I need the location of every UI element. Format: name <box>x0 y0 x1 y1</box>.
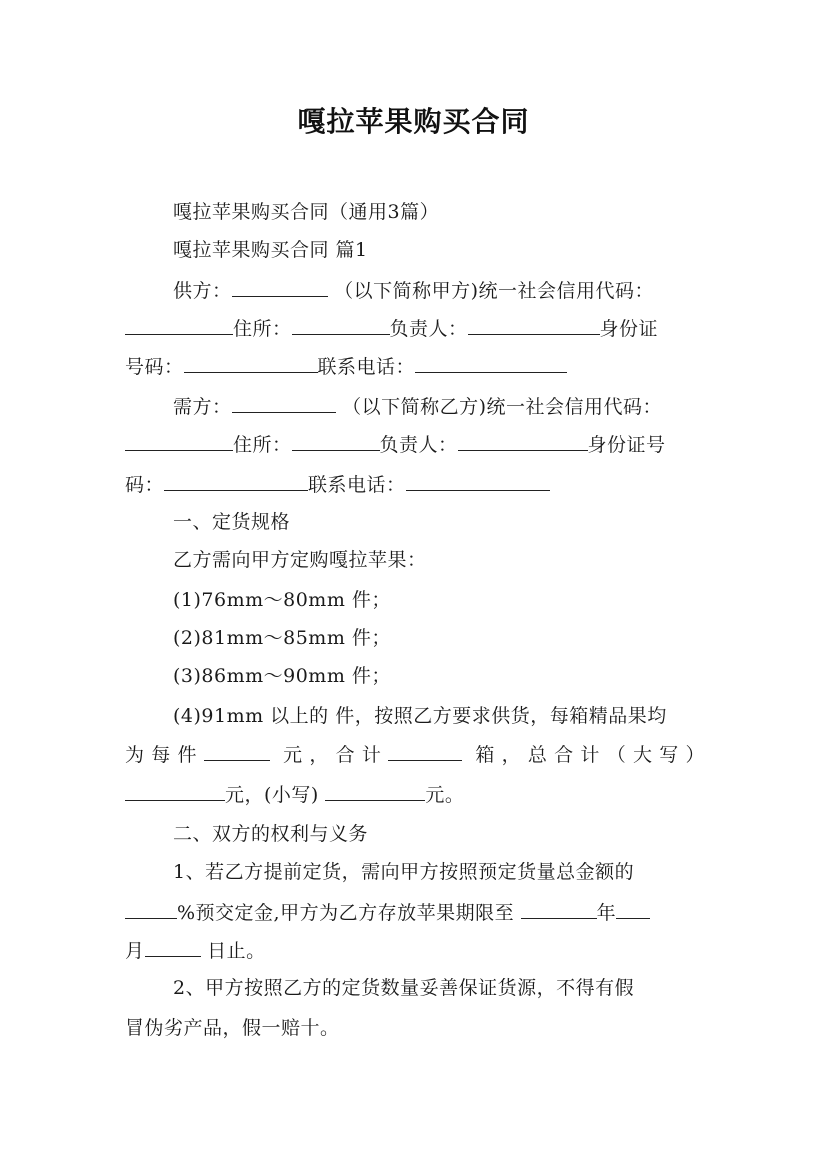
buyer-phone-blank <box>406 472 550 491</box>
supplier-id-number-label: 号码： <box>125 356 184 378</box>
supplier-name-blank <box>232 278 328 297</box>
subtitle-line: 嘎拉苹果购买合同（通用3篇） <box>173 201 440 223</box>
spec-item-1: (1)76mm～80mm 件； <box>173 589 391 611</box>
supplier-credit-code-blank <box>125 316 233 335</box>
price-line <box>125 742 705 767</box>
amount-figures-label: 元，(小写) <box>225 784 319 806</box>
total-label: 元，合计 <box>283 744 389 766</box>
month-label: 月 <box>125 940 145 962</box>
buyer-address-line <box>125 432 705 457</box>
buyer-line <box>173 394 705 419</box>
box-count-blank <box>388 742 462 761</box>
spec-item-4: (4)91mm 以上的 件，按照乙方要求供货，每箱精品果均 <box>173 705 667 727</box>
clause-2-line-1: 2、甲方按照乙方的定货数量妥善保证货源，不得有假 <box>173 977 635 999</box>
supplier-address-blank <box>292 316 390 335</box>
amount-unit: 元。 <box>425 784 465 806</box>
spec-item-2: (2)81mm～85mm 件； <box>173 627 391 649</box>
buyer-address-blank <box>292 432 380 451</box>
supplier-phone-blank <box>415 354 567 373</box>
deposit-text: %预交定金,甲方为乙方存放苹果期限至 <box>177 902 515 924</box>
supplier-address-line <box>125 316 705 341</box>
buyer-name-blank <box>232 394 336 413</box>
supplier-phone-label: 联系电话： <box>317 356 416 378</box>
buyer-principal-label: 负责人： <box>379 434 458 456</box>
day-end-text: 日止。 <box>207 940 266 962</box>
clause-1-line-3 <box>125 938 705 963</box>
buyer-id-line <box>125 472 705 497</box>
supplier-id-line <box>125 354 705 379</box>
buyer-address-label: 住所： <box>233 434 292 456</box>
order-intro: 乙方需向甲方定购嘎拉苹果： <box>173 549 427 571</box>
buyer-phone-label: 联系电话： <box>308 474 406 496</box>
supplier-id-label: 身份证 <box>599 318 659 340</box>
supplier-address-label: 住所： <box>233 318 292 340</box>
day-blank <box>145 938 201 957</box>
section-heading-specs: 一、定货规格 <box>173 511 291 533</box>
supplier-line <box>173 278 705 303</box>
year-label: 年 <box>596 902 617 924</box>
month-blank <box>616 900 650 919</box>
buyer-id-label: 身份证号 <box>587 434 666 456</box>
supplier-principal-blank <box>468 316 600 335</box>
spec-item-3: (3)86mm～90mm 件； <box>173 665 391 687</box>
amount-figures-blank <box>325 782 425 801</box>
buyer-credit-code-blank <box>125 432 233 451</box>
deposit-percent-blank <box>125 900 177 919</box>
document-title: 嘎拉苹果购买合同 <box>297 105 530 138</box>
price-per-unit-label: 为每件 <box>125 744 204 766</box>
buyer-id-blank <box>164 472 308 491</box>
section-heading-rights: 二、双方的权利与义务 <box>173 823 369 845</box>
grand-total-label: 箱，总合计（大写） <box>475 744 705 766</box>
supplier-principal-label: 负责人： <box>389 318 468 340</box>
buyer-label: 需方： <box>173 396 232 418</box>
supplier-abbrev-text: （以下简称甲方)统一社会信用代码： <box>334 280 654 302</box>
supplier-label: 供方： <box>173 280 232 302</box>
clause-1-line-2 <box>125 900 705 925</box>
buyer-principal-blank <box>458 432 588 451</box>
clause-1-line-1: 1、若乙方提前定货，需向甲方按照预定货量总金额的 <box>173 861 635 883</box>
buyer-id-number-label: 码： <box>125 474 165 496</box>
unit-price-blank <box>204 742 270 761</box>
supplier-id-blank <box>184 354 318 373</box>
amount-words-blank <box>125 782 225 801</box>
clause-2-line-2: 冒伪劣产品，假一赔十。 <box>125 1017 340 1039</box>
year-blank <box>521 900 597 919</box>
amount-line <box>125 782 705 807</box>
buyer-abbrev-text: （以下简称乙方)统一社会信用代码： <box>342 396 662 418</box>
section-heading-part1: 嘎拉苹果购买合同 篇1 <box>173 239 368 261</box>
